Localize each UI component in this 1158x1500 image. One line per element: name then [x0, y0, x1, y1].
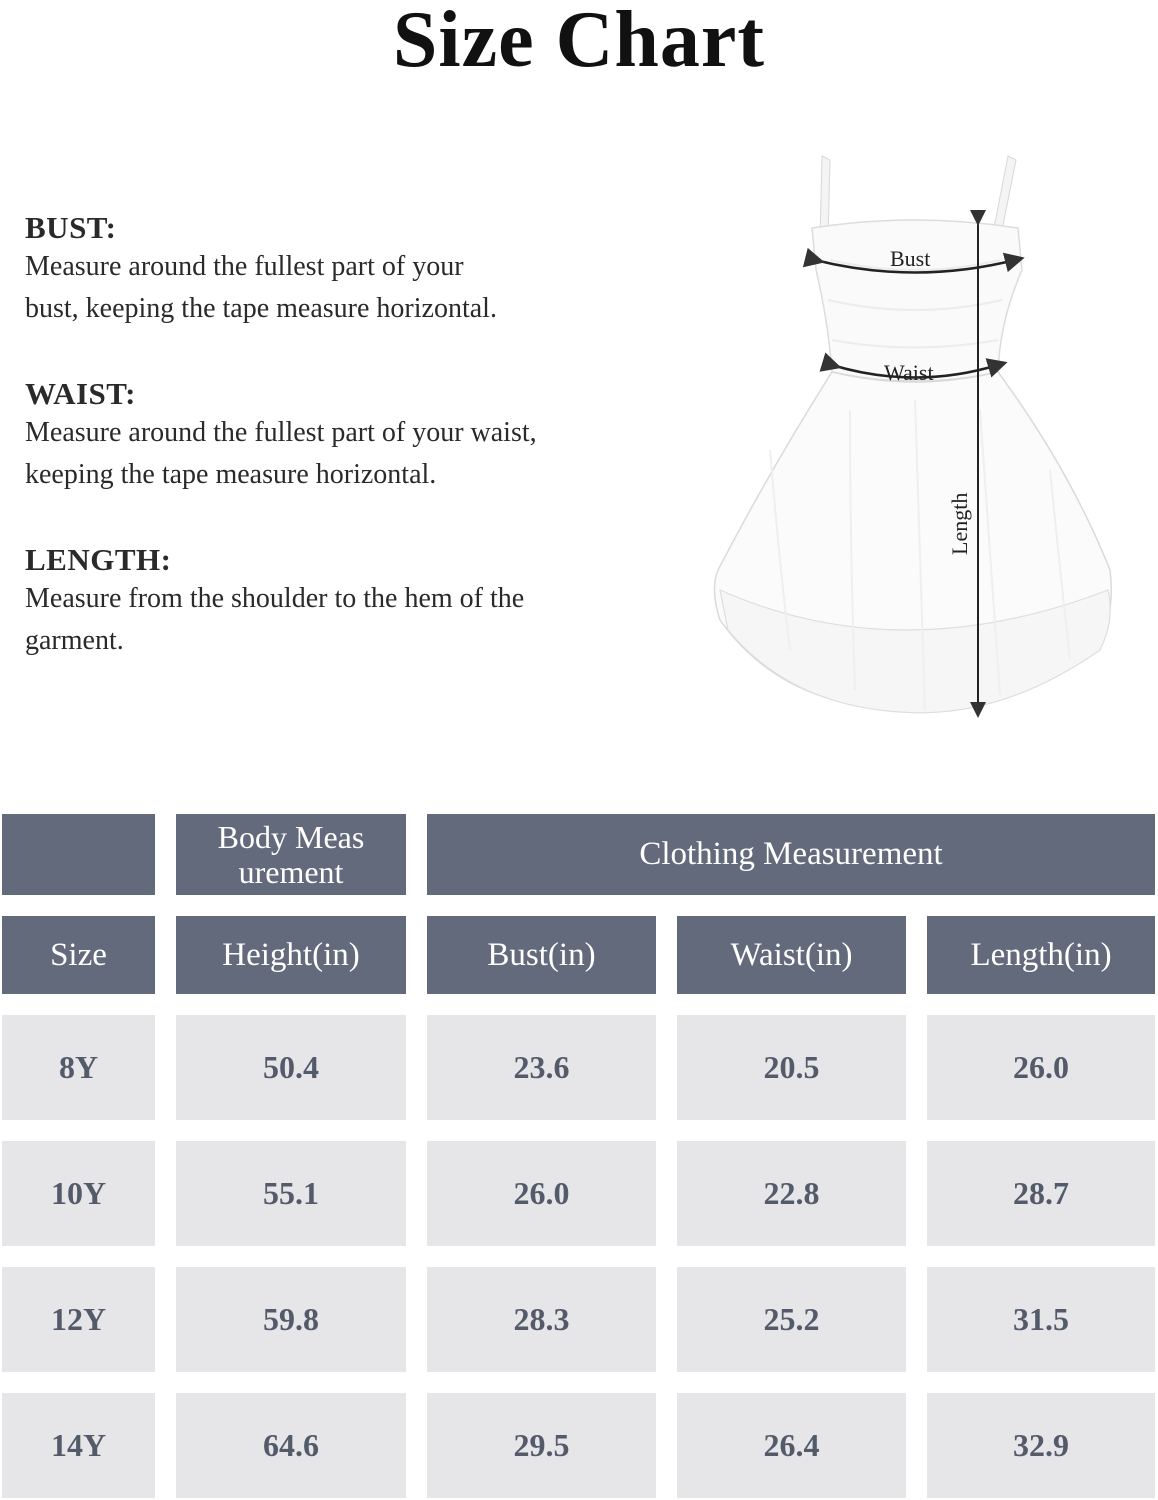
- cell-size: 12Y: [2, 1267, 155, 1372]
- cell-waist: 25.2: [677, 1267, 906, 1372]
- cell-size: 8Y: [2, 1015, 155, 1120]
- bust-description: [25, 246, 665, 330]
- cell-waist: 20.5: [677, 1015, 906, 1120]
- dress-bodice: [812, 220, 1022, 381]
- cell-waist: 22.8: [677, 1141, 906, 1246]
- cell-bust: 29.5: [427, 1393, 656, 1498]
- column-header-size: Size: [2, 916, 155, 994]
- cell-length: 32.9: [927, 1393, 1155, 1498]
- bust-heading: BUST:: [25, 210, 117, 245]
- bust-label: Bust: [890, 246, 931, 271]
- cell-bust: 28.3: [427, 1267, 656, 1372]
- waist-heading: WAIST:: [25, 376, 136, 411]
- cell-bust: 23.6: [427, 1015, 656, 1120]
- cell-length: 26.0: [927, 1015, 1155, 1120]
- waist-line-2: keeping the tape measure horizontal.: [25, 459, 437, 490]
- bust-line-1: Measure around the fullest part of your: [25, 251, 464, 282]
- bust-instructions: [25, 210, 665, 330]
- cell-height: 55.1: [176, 1141, 406, 1246]
- cell-height: 64.6: [176, 1393, 406, 1498]
- cell-length: 31.5: [927, 1267, 1155, 1372]
- waist-description: [25, 412, 665, 496]
- cell-height: 59.8: [176, 1267, 406, 1372]
- column-header-waist: Waist(in): [677, 916, 906, 994]
- cell-size: 10Y: [2, 1141, 155, 1246]
- body-header-line-2: urement: [238, 853, 344, 890]
- column-header-height: Height(in): [176, 916, 406, 994]
- length-instructions: [25, 542, 665, 662]
- page-title: Size Chart: [392, 0, 766, 84]
- length-line-2: garment.: [25, 625, 124, 656]
- cell-length: 28.7: [927, 1141, 1155, 1246]
- length-label: Length: [947, 492, 972, 555]
- bust-line-2: bust, keeping the tape measure horizontal.: [25, 293, 497, 324]
- table-corner-cell: [2, 814, 155, 895]
- clothing-measurement-header: Clothing Measurement: [427, 814, 1155, 895]
- length-description: [25, 578, 665, 662]
- cell-waist: 26.4: [677, 1393, 906, 1498]
- length-heading: LENGTH:: [25, 542, 172, 577]
- cell-bust: 26.0: [427, 1141, 656, 1246]
- length-line-1: Measure from the shoulder to the hem of the: [25, 583, 525, 614]
- waist-line-1: Measure around the fullest part of your waist,: [25, 417, 537, 448]
- waist-label: Waist: [884, 360, 934, 385]
- waist-instructions: [25, 376, 665, 496]
- column-header-length: Length(in): [927, 916, 1155, 994]
- dress-diagram: [700, 150, 1130, 730]
- cell-size: 14Y: [2, 1393, 155, 1498]
- body-measurement-header: [176, 814, 406, 895]
- column-header-bust: Bust(in): [427, 916, 656, 994]
- cell-height: 50.4: [176, 1015, 406, 1120]
- body-header-line-1: Body Meas: [217, 818, 365, 855]
